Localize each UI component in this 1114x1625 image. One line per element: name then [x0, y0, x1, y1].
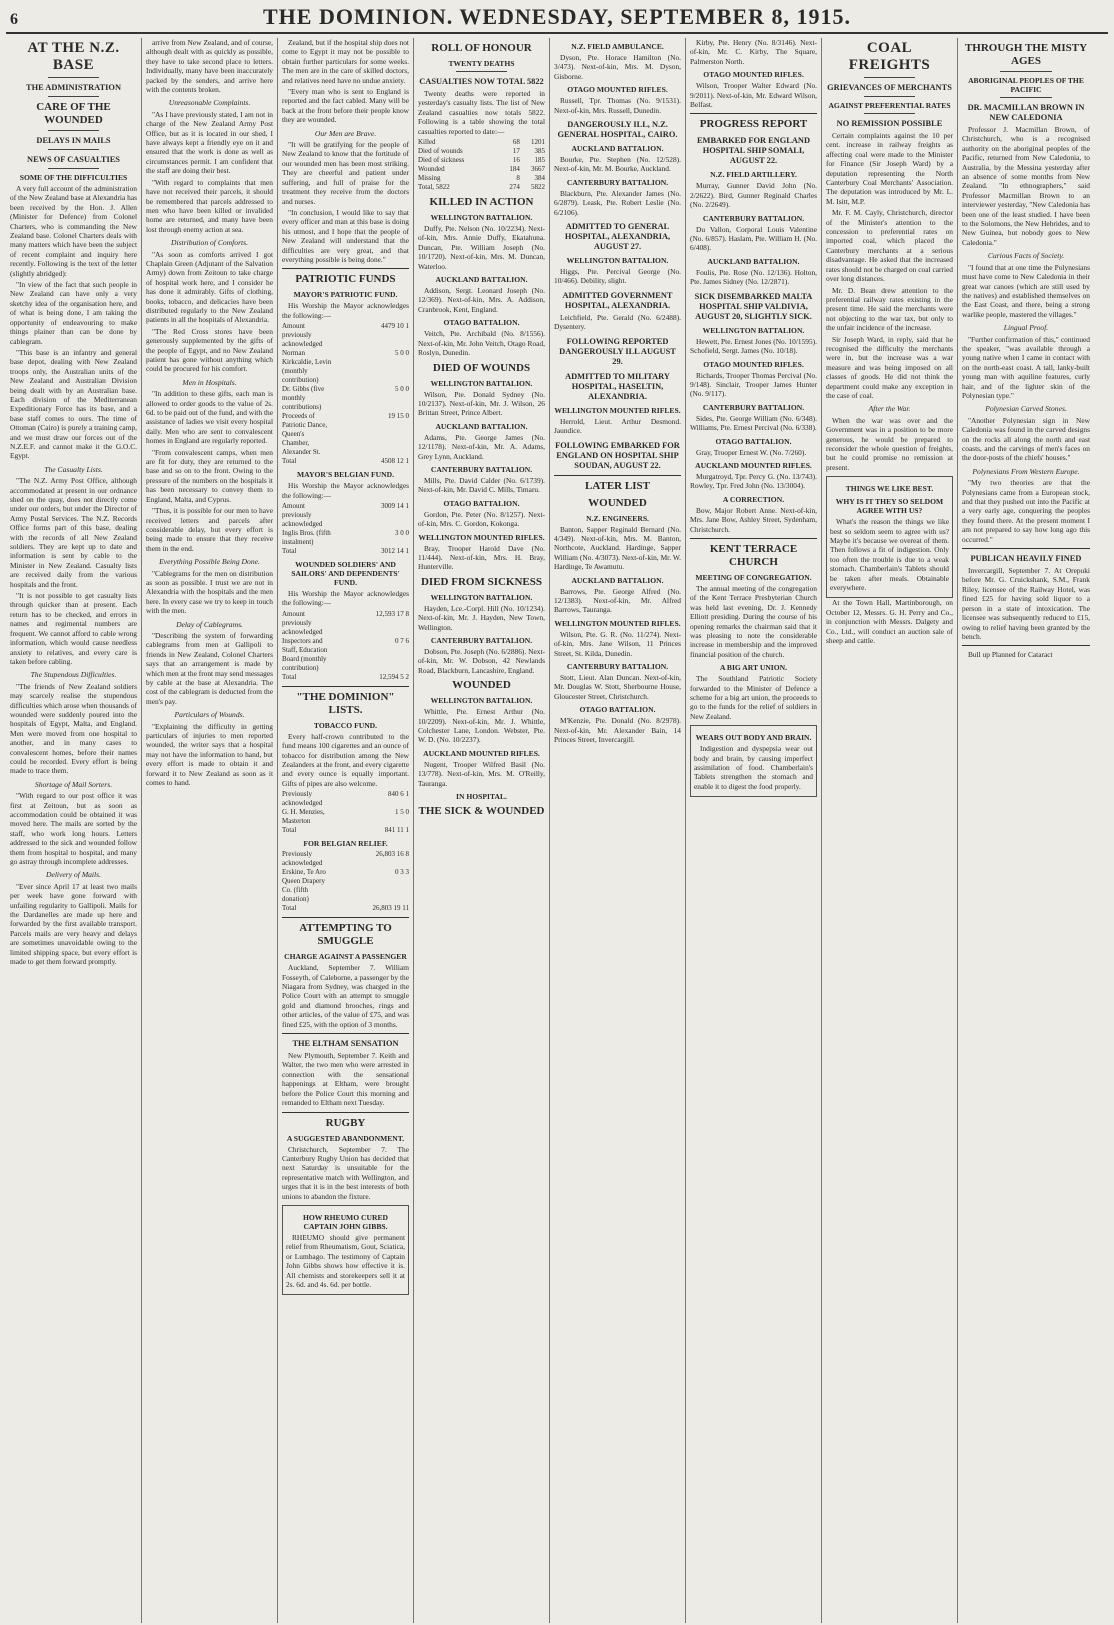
- unit-heading: CANTERBURY BATTALION.: [566, 661, 669, 671]
- casualty-entry: Stott, Lieut. Alan Duncan. Next-of-kin, Mr. Douglas W. Stott, Sherbourne House, Gloucester Street, Christchurch.: [554, 672, 681, 701]
- article-paragraph: "I found that at one time the Polynesians must have come to New Caledonia in their great war canoes (which are still used by the natives) and established themselves on the East Coast, and there, being a strong warlike people, mastered the villages.": [962, 262, 1090, 319]
- casualty-entry: Leichfield, Pte. Gerald (No. 6/2488). Dysentery.: [554, 312, 681, 332]
- subhead: The Casualty Lists.: [44, 464, 103, 474]
- table-row: Wounded 184 3667: [418, 165, 545, 174]
- ledger-row: Amount previously acknowledged 4479 10 1: [282, 322, 409, 349]
- subhead: Particulars of Wounds.: [174, 710, 245, 720]
- unit-heading: AUCKLAND BATTALION.: [571, 144, 664, 154]
- column-5: [550, 38, 686, 1623]
- ledger-row: Total 841 11 1: [282, 826, 409, 835]
- section-heading: TOBACCO FUND.: [313, 720, 378, 730]
- article-paragraph: At the Town Hall, Martinborough, on October 12, Messrs. G. H. Perry and Co., in conjunction with Messrs. Dalgety and Co., Ltd., will conduct an auction sale of sheep and cattle.: [826, 598, 953, 646]
- article-paragraph: "Another Polynesian sign in New Caledonia was found in the carved designs on the rocks all along the north and east coasts, and the carvings of men's faces on the door-posts of the chiefs' houses.": [962, 415, 1090, 463]
- section-heading: CHARGE AGAINST A PASSENGER: [284, 952, 407, 962]
- casualty-table: [418, 138, 545, 192]
- casualty-entry: Wilson, Pte. G. R. (No. 11/274). Next-of-kin, Mrs. Jane Wilson, 11 Princes Street, St. Kilda, Dunedin.: [554, 629, 681, 658]
- ledger-row: Previously acknowledged 840 6 1: [282, 790, 409, 808]
- section-heading: ADMITTED TO GENERAL HOSPITAL, ALEXANDRIA, AUGUST 27.: [564, 222, 671, 252]
- article-paragraph: Professor J. Macmillan Brown, of Christchurch, who is a recognised authority on the aboriginal peoples of the Pacific, returned from New Caledonia, to Australia, by the Messina yesterday after an absence of some months from New Zealand. "In ethnographers," said Professor Macmillan Brown to an interviewer yesterday, "New Caledonia has been one of the least studied. I have been to the Solomons, the New Hebrides, and to New Guinea, but nobody goes to New Caledonia.": [962, 125, 1090, 247]
- subhead: Shortage of Mail Sorters.: [34, 779, 113, 789]
- casualty-entry: Blackburn, Pte. Alexander James (No. 6/2879). Leask, Pte. Robert Leslie (No. 6/2106).: [554, 188, 681, 217]
- casualty-entry: Murray, Gunner David John (No. 2/2622). Bird, Gunner Reginald Charles (No. 2/2649).: [690, 181, 817, 210]
- subhead: Unreasonable Complaints.: [168, 98, 251, 108]
- article-paragraph: His Worship the Mayor acknowledges the following:—: [282, 481, 409, 500]
- article-paragraph: Sir Joseph Ward, in reply, said that he recognised the difficulty the merchants were in, but the increase was a war measure and was being imposed on all classes of goods. He did not think the department could make any exception in the case of coal.: [826, 334, 953, 400]
- headline-smuggle: ATTEMPTING TO SMUGGLE: [299, 922, 392, 948]
- article-paragraph: Mr. F. M. Cayly, Christchurch, director of the Minister's attention to the concession to preferential rates on imported coal, which placed the Canterbury merchants at a serious disadvantage. He asked that the increased rates should not be charged on coal carried over long distances.: [826, 208, 953, 284]
- deck-aboriginal: ABORIGINAL PEOPLES OF THE PACIFIC: [968, 76, 1084, 94]
- article-paragraph: "The friends of New Zealand soldiers may scarcely realise the stupendous difficulties which arose when thousands of wounded were suddenly poured into the hospitals of Egypt, Malta, and England. Men were moved from one hospital to another, and in many cases to convalescent homes, before their names could be recorded. Every effort is being made to trace them.: [10, 681, 137, 776]
- advertisement-rheumo: [282, 1205, 409, 1295]
- unit-heading: OTAGO MOUNTED RIFLES.: [703, 359, 804, 369]
- column-1: [6, 38, 142, 1623]
- ledger-row: Total 4508 12 1: [282, 457, 409, 466]
- article-paragraph: "In conclusion, I would like to say that every officer and man at this base is doing his utmost, and I hope that the people of New Zealand will understand that the difficulties are very great, and that everything possible is being done.": [282, 207, 409, 264]
- casualty-entry: Du Vallon, Corporal Louis Valentine (No. 6/857). Haslam, Pte. William H. (No. 6/408).: [690, 224, 817, 253]
- unit-heading: WELLINGTON BATTALION.: [702, 325, 805, 335]
- deck-no-remission: NO REMISSION POSSIBLE: [836, 119, 943, 128]
- headline-nz-base: AT THE N.Z. BASE: [27, 40, 120, 73]
- article-paragraph: Bull up Planned for Cataract: [968, 650, 1053, 660]
- unit-heading: WELLINGTON BATTALION.: [430, 696, 533, 706]
- unit-heading: AUCKLAND MOUNTED RIFLES.: [695, 460, 812, 470]
- section-heading: MAYOR'S BELGIAN FUND.: [297, 470, 394, 480]
- unit-heading: WELLINGTON MOUNTED RIFLES.: [554, 618, 681, 628]
- unit-heading: WELLINGTON BATTALION.: [430, 213, 533, 223]
- headline-later-list: LATER LIST: [585, 479, 650, 492]
- subhead: Everything Possible Being Done.: [159, 557, 260, 567]
- ad-heading: HOW RHEUMO CURED CAPTAIN JOHN GIBBS.: [302, 1212, 389, 1231]
- deck-casualties: NEWS OF CASUALTIES: [27, 155, 120, 164]
- article-paragraph: The annual meeting of the congregation of the Kent Terrace Presbyterian Church was held last evening, Dr. J. Kennedy Elliott presiding. During the course of his opening remarks the chairman said that it was pleasing to note the considerable increase in membership and the improved financial position of the church.: [690, 583, 817, 659]
- headline-rugby: RUGBY: [325, 1116, 366, 1129]
- article-paragraph: "It will be gratifying for the people of New Zealand to know that the fortitude of our wounded men has been most striking. They are cheerful and patient under suffering, and full of praise for the treatment they receive from the doctors and nurses.: [282, 140, 409, 206]
- casualty-entry: Wilson, Trooper Walter Edward (No. 9/2011). Next-of-kin, Mr. Edward Wilson, Belfast.: [690, 81, 817, 110]
- ad-text: RHEUMO should give permanent relief from Rheumatism, Gout, Sciatica, or Lumbago. The testimony of Captain John Gibbs shows how effective it is. All chemists and storekeepers sell it at 2s. 6d. and 4s. 6d. per bottle.: [286, 1232, 405, 1289]
- unit-heading: CANTERBURY BATTALION.: [702, 213, 805, 223]
- ledger-belgian: [282, 502, 409, 556]
- column-4: [414, 38, 550, 1623]
- ledger-belgian-relief: [282, 850, 409, 913]
- casualty-entry: Adams, Pte. George James (No. 12/1178). Next-of-kin, Mr. A. Adams, Grey Lynn, Auckland.: [418, 432, 545, 461]
- article-paragraph: New Plymouth, September 7. Keith and Walter, the two men who were arrested in connection with the sensational happenings at Eltham, were brought before the Police Court this morning and remanded to Eltham next Tuesday.: [282, 1051, 409, 1108]
- casualty-entry: Richards, Trooper Thomas Percival (No. 9/148). Sinclair, Trooper James Hunter (No. 9/117).: [690, 370, 817, 399]
- unit-heading: OTAGO BATTALION.: [443, 318, 520, 328]
- section-wounded: WOUNDED: [588, 496, 647, 509]
- casualty-entry: Bow, Major Robert Anne. Next-of-kin, Mrs. Jane Bow, Ashley Street, Sydenham, Christchurch.: [690, 505, 817, 534]
- unit-heading: OTAGO MOUNTED RIFLES.: [703, 70, 804, 80]
- subhead: Distribution of Comforts.: [170, 238, 248, 248]
- headline-eltham: THE ELTHAM SENSATION: [292, 1039, 399, 1049]
- ledger-row: Total 12,594 5 2: [282, 672, 409, 681]
- section-sick-wounded: THE SICK & WOUNDED: [418, 805, 545, 818]
- subhead: Our Men are Brave.: [314, 128, 377, 138]
- section-wounded: WOUNDED: [452, 679, 511, 692]
- ledger-row: Proceeds of Patriotic Dance, Queen's Chamber, Alexander St. 19 15 0: [282, 412, 409, 457]
- unit-heading: AUCKLAND BATTALION.: [435, 275, 528, 285]
- casualty-entry: Veitch, Pte. Archibald (No. 8/1556). Next-of-kin, Mr. John Veitch, Otago Road, Roslyn, Dunedin.: [418, 329, 545, 358]
- table-row: Killed 68 1201: [418, 138, 545, 147]
- article-paragraph: "The Red Cross stores have been generously supplemented by the gifts of the people of Egypt, and no New Zealand patient has gone without anything which could be procured for his comfort.: [146, 326, 273, 374]
- deck-macmillan-brown: DR. MACMILLAN BROWN IN NEW CALEDONIA: [967, 103, 1085, 122]
- article-paragraph: "My two theories are that the Polynesians came from a European stock, and that they pushed out into the Pacific at a very early age, conquering the peoples they found there. At the present moment I am not prepared to say how long ago this occurred.": [962, 478, 1090, 544]
- casualty-entry: Higgs, Pte. Percival George (No. 10/466). Debility, slight.: [554, 267, 681, 286]
- ledger-wounded-soldiers: [282, 610, 409, 682]
- ad-subheading: WHY IS IT THEY SO SELDOM AGREE WITH US?: [835, 497, 944, 516]
- subhead: Delivery of Mails.: [45, 870, 102, 880]
- casualty-entry: Mills, Pte. David Calder (No. 6/1739). Next-of-kin, Mr. David C. Mills, Timaru.: [418, 475, 545, 495]
- deck-administration: THE ADMINISTRATION: [25, 83, 121, 92]
- casualty-entry: Herrold, Lieut. Arthur Desmond. Jaundice.: [554, 416, 681, 436]
- headline-publican-fined: PUBLICAN HEAVILY FINED: [970, 554, 1082, 564]
- casualty-entry: Bray, Trooper Harold Dave (No. 11/444). Next-of-kin, Mrs. H. Bray, Hunterville.: [418, 543, 545, 572]
- column-7: [822, 38, 958, 1623]
- casualty-entry: Nugent, Trooper Wilfred Basil (No. 13/778). Next-of-kin, Mrs. M. O'Reilly, Tauranga.: [418, 759, 545, 788]
- deck-care-wounded: CARE OF THE WOUNDED: [36, 101, 111, 126]
- section-killed: KILLED IN ACTION: [429, 196, 534, 209]
- ledger-row: G. H. Menzies, Masterton 1 5 0: [282, 808, 409, 826]
- section-died-wounds: DIED OF WOUNDS: [432, 361, 531, 374]
- article-paragraph: "With regard to complaints that men have not received their parcels, it should be remembered that parcels addressed to men who have been killed or invalided home are returned, and many have been lost through enemy action at sea.: [146, 177, 273, 234]
- section-heading: FOR BELGIAN RELIEF.: [303, 839, 388, 849]
- headline-dominion-lists: "THE DOMINION" LISTS.: [296, 690, 395, 716]
- subhead: The Stupendous Difficulties.: [30, 670, 117, 680]
- article-paragraph: "In view of the fact that such people in New Zealand can have only a very sketchy idea of the organisation here, and of what is being done, I am taking the opportunity of endeavouring to make things plainer than can be done by cablegram.: [10, 280, 137, 346]
- casualty-entry: Murgatroyd, Tpr. Percy G. (No. 13/743). Rowley, Tpr. Fred John (No. 13/3004).: [690, 471, 817, 491]
- advertisement-tablets: [690, 725, 817, 797]
- casualty-entry: Gordon, Pte. Peter (No. 8/1257). Next-of-kin, Mrs. C. Gordon, Kokonga.: [418, 509, 545, 529]
- ledger-row: Previously acknowledged 26,803 16 8: [282, 850, 409, 868]
- headline-roll-of-honour: ROLL OF HONOUR: [431, 42, 532, 54]
- section-died-sickness: DIED FROM SICKNESS: [420, 575, 543, 588]
- section-heading: ADMITTED GOVERNMENT HOSPITAL, ALEXANDRIA.: [562, 290, 673, 310]
- casualty-entry: M'Kenzie, Pte. Donald (No. 8/2978). Next-of-kin, Mr. Alexander Bain, 14 Princes Street, Invercargill.: [554, 716, 681, 744]
- article-paragraph: Invercargill, September 7. At Orepuki before Mr. G. Cruickshank, S.M., Frank Riley, licensee of the Railway Hotel, was fined £25 for having sold liquor to a person in a state of intoxication. The licensee was subsequently reduced to £15, owing to relief having been granted by the bench.: [962, 566, 1090, 641]
- article-paragraph: Zealand, but if the hospital ship does not come to Egypt it may not be possible to obtain further particulars for some weeks. The men are in the care of skilled doctors, and relatives need have no undue anxiety.: [282, 38, 409, 85]
- casualty-entry: Bourke, Pte. Stephen (No. 12/528). Next-of-kin, Mr. M. Bourke, Auckland.: [554, 155, 681, 174]
- article-paragraph: His Worship the Mayor acknowledges the following:—: [282, 301, 409, 320]
- headline-coal-freights: COAL FREIGHTS: [848, 40, 931, 73]
- deck-grievances: GRIEVANCES OF MERCHANTS: [827, 83, 952, 92]
- table-row: Missing 8 384: [418, 174, 545, 183]
- ledger-row: Inspectors and Staff, Education Board (monthly contribution) 0 7 6: [282, 636, 409, 672]
- subhead: After the War.: [868, 404, 911, 414]
- article-paragraph: "With regard to our post office it was first at Zeitoun, but as soon as accommodation could be obtained it was moved here. The mails are sorted by the staff, who work long hours. Letters addressed to the sick and wounded follow them from hospital to hospital, and many go astray through incomplete addresses.: [10, 791, 137, 867]
- ledger-mayors-patriotic: [282, 322, 409, 466]
- headline-progress-report: PROGRESS REPORT: [699, 118, 808, 131]
- ledger-row: Erskine, Te Aro Queen Drapery Co. (fifth donation) 0 3 3: [282, 868, 409, 904]
- article-paragraph: arrive from New Zealand, and of course, although dealt with as quickly as possible, they have to take second place to letters. Individually, many have been inaccurately packed by the senders, and arrive here with the contents broken.: [146, 38, 273, 95]
- unit-heading: CANTERBURY BATTALION.: [430, 464, 533, 474]
- column-3: [278, 38, 414, 1623]
- article-paragraph: Mr. D. Bean drew attention to the preferential railway rates existing in the present time. He said the merchants were not objecting to the war tax, but only to the unfair incidence of the increase.: [826, 285, 953, 333]
- headline-misty-ages: THROUGH THE MISTY AGES: [964, 42, 1088, 67]
- column-8: [958, 38, 1094, 1623]
- article-paragraph: A very full account of the administration of the New Zealand base at Alexandria has been received by the Hon. J. Allen (Minister for Defence) from Colonel Charters, who is commanding the New Zealand base. Colonel Charters deals with many matters which have been the subject of recent complaint and inquiry here recently. Following is the text of the letter (slightly abridged):: [10, 184, 137, 278]
- ledger-tobacco: [282, 790, 409, 835]
- casualty-entry: Gray, Trooper Ernest W. (No. 7/260).: [696, 447, 807, 457]
- casualty-entry: Addison, Sergt. Leonard Joseph (No. 12/369). Next-of-kin, Mrs. A. Addison, Cranbrook, Kent, England.: [418, 286, 545, 314]
- casualty-entry: Wilson, Pte. Donald Sydney (No. 10/2137). Next-of-kin, Mr. J. Wilson, 26 Brittan Street, Prince Albert.: [418, 389, 545, 418]
- ledger-row: Norman Kirkcaldie, Levin (monthly contribution) 5 0 0: [282, 349, 409, 385]
- unit-heading: N.Z. FIELD ARTILLERY.: [710, 170, 797, 180]
- subhead: Polynesian Carved Stones.: [985, 404, 1067, 414]
- subhead: Lingual Proof.: [1003, 323, 1049, 333]
- article-paragraph: "As I have previously stated, I am not in charge of the New Zealand Army Post Office, but as it is located in our shed, I have always kept a friendly eye on it and ensured that the work is done as well as circumstances permit. I am confident that the staff are doing their best.: [146, 109, 273, 176]
- unit-heading: OTAGO MOUNTED RIFLES.: [567, 85, 668, 95]
- casualty-entry: Foulis, Pte. Rose (No. 12/136). Holton, Pte. James Sidney (No. 12/2871).: [690, 267, 817, 287]
- unit-heading: CANTERBURY BATTALION.: [430, 636, 533, 645]
- unit-heading: WELLINGTON MOUNTED RIFLES.: [554, 405, 681, 415]
- casualty-entry: Hewett, Pte. Ernest Jones (No. 10/1595). Schofield, Sergt. James (No. 10/18).: [690, 336, 817, 356]
- table-row: Died of sickness 16 185: [418, 156, 545, 165]
- article-paragraph: Certain complaints against the 10 per cent. increase in railway freights as affecting coal were made to the Minister for Finance (Sir Joseph Ward) by a deputation representing the North Canterbury Coal Merchants' Association. The deputation was introduced by Mr. L. M. Isitt, M.P.: [826, 131, 953, 206]
- article-paragraph: "It is not possible to get casualty lists through quicker than at present. Each return has to be checked, and errors in names and regimental numbers are frequent. We cannot afford to cable wrong information, which would cause needless anxiety to relatives, and every care is taken before cabling.: [10, 591, 137, 666]
- table-row: Died of wounds 17 385: [418, 147, 545, 156]
- casualty-entry: Banton, Sapper Reginald Bernard (No. 4/349). Next-of-kin, Mrs. M. Banton, Northcote, Auckland. Hardinge, Sapper William (No. 4/3073). Next-of-kin, Mr. W. Hardinge, Te Awamutu.: [554, 524, 681, 572]
- ledger-row: Total 26,803 19 11: [282, 904, 409, 913]
- article-paragraph: "As soon as comforts arrived I got Chaplain Green (Adjutant of the Salvation Army) down from Zeitoun to take charge of hospital work here, and I consider he has done it admirably. Gifts of clothing, books, tobacco, and delicacies have been distributed regularly to the New Zealand patients in all the hospitals of Alexandria.: [146, 249, 273, 325]
- unit-heading: CANTERBURY BATTALION.: [566, 177, 669, 187]
- article-paragraph: Christchurch, September 7. The Canterbury Rugby Union has decided that next Saturday is unsuitable for the representative match with Wellington, and urges that it is in the best interests of both unions to abandon the fixture.: [282, 1144, 409, 1201]
- section-heading: EMBARKED FOR ENGLAND HOSPITAL SHIP SOMALI, AUGUST 22.: [696, 136, 811, 166]
- article-paragraph: Every half-crown contributed to the fund means 100 cigarettes and an ounce of tobacco for distribution among the New Zealanders at the front, and every cigarette and every ounce is equally important. Gifts of pipes are also welcome.: [282, 731, 409, 788]
- ad-text: What's the reason the things we like best so seldom seem to agree with us? Maybe it's because we overeat of them. Then follows a fit of indigestion. Only too often the trouble is due to a weak stomach. Chamberlain's Tablets should be taken after meals. Obtainable everywhere.: [830, 517, 949, 593]
- article-paragraph: "This base is an infantry and general base depot, dealing with New Zealand troops only, the Australian units of the New Zealand and Australian Division being dealt with by an Australian base. Each division of the Mediterranean Expeditionary Force has its base, and a base staff comes to ours. The time of Ottoman (Cairo) is purely a training camp, and we must draw our forces out of the N.Z.E.F. and cannot make it the G.O.C. Egypt.: [10, 347, 137, 461]
- table-row: Total, 5822 274 5822: [418, 183, 545, 192]
- article-paragraph: His Worship the Mayor acknowledges the following:—: [282, 588, 409, 608]
- section-heading: MAYOR'S PATRIOTIC FUND.: [293, 290, 398, 300]
- article-paragraph: "Ever since April 17 at least two mails per week have gone forward with unfailing regularity to Gallipoli. Mails for the Dardanelles are made up here and forwarded by the first available transport. Parcels mails are very heavy and delays are sometimes unavoidable owing to the limited shipping space, but every effort is made to get them forward promptly.: [10, 881, 137, 967]
- section-heading: DANGEROUSLY ILL, N.Z. GENERAL HOSPITAL, CAIRO.: [557, 120, 678, 140]
- ledger-row: Total 3012 14 1: [282, 546, 409, 555]
- ledger-row: Dr. Gibbs (five monthly contributions) 5 0 0: [282, 385, 409, 412]
- headline-kent-terrace: KENT TERRACE CHURCH: [709, 542, 798, 568]
- headline-patriotic-funds: PATRIOTIC FUNDS: [295, 273, 396, 286]
- section-heading: A CORRECTION.: [722, 494, 785, 504]
- article-paragraph: "Describing the system of forwarding cablegrams from men at Gallipoli to friends in New Zealand, Colonel Charters says that an arrangement is made by which men at the front may send messages by cable at the base at Alexandria. The cost of the cablegram is deducted from the men's pay.: [146, 630, 273, 706]
- unit-heading: WELLINGTON BATTALION.: [566, 256, 669, 266]
- ledger-row: Amount previously acknowledged 12,593 17 8: [282, 609, 409, 636]
- ad-text: Indigestion and dyspepsia wear out body and brain, by causing imperfect assimilation of food. Chamberlain's Tablets strengthen the stomach and enable it to digest the food properly.: [694, 744, 813, 791]
- page-number: 6: [10, 11, 18, 28]
- article-paragraph: "From convalescent camps, when men are fit for duty, they are returned to the base and so on to the front. Owing to the pressure of the numbers on the hospitals it has been necessary to convey them to England, Malta, and Cyprus.: [146, 447, 273, 504]
- article-paragraph: Twenty deaths were reported in yesterday's casualty lists. The list of New Zealand casualties now totals 5822. Following is a table showing the total casualties reported to date:—: [418, 89, 545, 136]
- subhead: Men in Hospitals.: [182, 377, 237, 387]
- unit-heading: OTAGO BATTALION.: [715, 436, 792, 446]
- section-heading: A BIG ART UNION.: [719, 663, 788, 673]
- casualty-entry: Dyson, Pte. Horace Hamilton (No. 3/473). Next-of-kin, Mrs. M. Dyson, Gisborne.: [554, 53, 681, 81]
- casualty-entry: Sides, Pte. George William (No. 6/348). Williams, Pte. Ernest Percival (No. 6/338).: [690, 413, 817, 433]
- section-heading: FOLLOWING REPORTED DANGEROUSLY ILL AUGUST 29.: [559, 336, 676, 366]
- article-paragraph: Auckland, September 7. William Fosseyth, of Caleborne, a passenger by the Niagara from Sydney, was charged in the Police Court with an attempt to smuggle gold and diamond brooches, rings and other articles, of the value of £75, and was fined £25, with the option of 3 months.: [282, 963, 409, 1029]
- article-paragraph: "Further confirmation of this," continued the speaker, "was available through a young native when I came in contact with on the north-east coast. A tall, lanky-built young man with aquiline features, curly hair, and of the lighter skin of the Polynesian type.": [962, 334, 1090, 400]
- unit-heading: N.Z. ENGINEERS.: [586, 513, 649, 523]
- ledger-row: Inglis Bros. (fifth instalment) 3 0 0: [282, 528, 409, 546]
- column-6: [686, 38, 822, 1623]
- unit-heading: AUCKLAND BATTALION.: [571, 575, 664, 585]
- casualty-entry: Dobson, Pte. Joseph (No. 6/2886). Next-of-kin, Mr. W. Dobson, 42 Newlands Road, Blackburn, Lancashire, England.: [418, 647, 545, 675]
- unit-heading: WELLINGTON BATTALION.: [430, 378, 533, 388]
- column-2: [142, 38, 278, 1623]
- article-paragraph: "Thus, it is possible for our men to have received letters and parcels after considerable delay, but every effort is being made to ensure that they receive them in the end.: [146, 506, 273, 553]
- deck-casualties-total: CASUALTIES NOW TOTAL 5822: [419, 77, 544, 86]
- subhead: Delay of Cablegrams.: [176, 619, 243, 629]
- unit-heading: WELLINGTON MOUNTED RIFLES.: [418, 532, 545, 542]
- masthead: [6, 4, 1108, 34]
- article-paragraph: "Every man who is sent to England is reported and the fact cabled. Many will be back at the front before their people know they are wounded.: [282, 87, 409, 125]
- casualty-entry: Hayden, Lce.-Corpl. Hill (No. 10/1234). Next-of-kin, Mr. J. Hayden, New Town, Wellington.: [418, 603, 545, 632]
- unit-heading: N.Z. FIELD AMBULANCE.: [571, 42, 664, 51]
- columns: [6, 38, 1108, 1623]
- unit-heading: OTAGO BATTALION.: [579, 705, 656, 715]
- article-paragraph: "The N.Z. Army Post Office, although accommodated at present in our ordnance shed on the quay, does not directly come under our orders, but under the Director of Army Postal Services. The N.Z. Records Office forms part of this base, dealing with the records of all New Zealand soldiers. They are kept up to date and information is sent by cable to the Minister in New Zealand. Casualty lists are received daily from the various hospitals and the front.: [10, 476, 137, 589]
- unit-heading: AUCKLAND BATTALION.: [707, 256, 800, 266]
- ledger-row: Amount previously acknowledged 3009 14 1: [282, 501, 409, 528]
- ad-heading: WEARS OUT BODY AND BRAIN.: [695, 733, 812, 743]
- casualty-entry: Kirby, Pte. Henry (No. 8/3146). Next-of-kin, Mr. C. Kirby, The Square, Palmerston North.: [690, 38, 817, 66]
- unit-heading: WELLINGTON BATTALION.: [430, 592, 533, 602]
- subhead: Curious Facts of Society.: [987, 251, 1065, 261]
- article-paragraph: "Cablegrams for the men on distribution as soon as possible. I trust we are not in Alexandria with the hospitals and the men here. In every case we try to keep in touch with the men.: [146, 568, 273, 616]
- section-heading: A SUGGESTED ABANDONMENT.: [286, 1133, 405, 1143]
- section-heading: WOUNDED SOLDIERS' AND SAILORS' AND DEPENDENTS' FUND.: [291, 559, 400, 587]
- section-heading: FOLLOWING EMBARKED FOR ENGLAND ON HOSPITAL SHIP SOUDAN, AUGUST 22.: [555, 440, 680, 470]
- unit-heading: OTAGO BATTALION.: [443, 498, 520, 508]
- unit-heading: IN HOSPITAL.: [456, 792, 507, 802]
- casualty-entry: Duffy, Pte. Nelson (No. 10/2234). Next-of-kin, Mrs. Annie Duffy, Ekatahuna. Duncan, Pte. William Joseph (No. 10/1720). Next-of-kin, Mrs. M. Duncan, Waterloo.: [418, 224, 545, 271]
- casualty-entry: Whittle, Pte. Ernest Arthur (No. 10/2209). Next-of-kin, Mr. J. Whittle, Colchester Lane, London. Webster, Pte. W. D. (No. 10/2237).: [418, 707, 545, 745]
- deck-preferential: AGAINST PREFERENTIAL RATES: [828, 101, 951, 110]
- article-paragraph: "In addition to these gifts, each man is allowed to order goods to the value of 2s. 6d. to be paid out of the fund, and with the assistance of ladies we visit every hospital daily. Men who are sent to convalescent homes in England are regularly reported.: [146, 389, 273, 446]
- subhead: Polynesians From Western Europe.: [972, 466, 1080, 476]
- deck-difficulties: SOME OF THE DIFFICULTIES: [19, 173, 128, 182]
- section-heading: MEETING OF CONGREGATION.: [695, 572, 812, 582]
- ad-heading: THINGS WE LIKE BEST.: [845, 484, 934, 494]
- section-heading: ADMITTED TO MILITARY HOSPITAL, HASELTIN, ALEXANDRIA.: [565, 371, 670, 401]
- unit-heading: AUCKLAND BATTALION.: [435, 421, 528, 431]
- casualty-entry: Russell, Tpr. Thomas (No. 9/1531). Next-of-kin, Mrs. Russell, Dunedin.: [554, 96, 681, 115]
- unit-heading: AUCKLAND MOUNTED RIFLES.: [423, 748, 540, 758]
- article-paragraph: When the war was over and the Government was in a position to be more generous, he would be prepared to reconsider the whole question of freights, but he could promise no remission at present.: [826, 415, 953, 472]
- newspaper-title: THE DOMINION. WEDNESDAY, SEPTEMBER 8, 1915.: [262, 4, 851, 29]
- advertisement-things-we-like: [826, 476, 953, 598]
- casualty-entry: Barrows, Pte. George Alfred (No. 12/1383). Next-of-kin, Mr. Alfred Barrows, Tauranga.: [554, 586, 681, 615]
- deck-delays-mails: DELAYS IN MAILS: [36, 136, 111, 145]
- section-heading: SICK DISEMBARKED MALTA HOSPITAL SHIP VALDIVIA, AUGUST 20, SLIGHTLY SICK.: [694, 291, 813, 321]
- article-paragraph: "Explaining the difficulty in getting particulars of injuries to men reported wounded, the writer says that a hospital may not have the information to hand, but every effort is made to obtain it and forward it to New Zealand as soon as it comes to hand.: [146, 721, 273, 788]
- unit-heading: CANTERBURY BATTALION.: [702, 402, 805, 412]
- deck-twenty-deaths: TWENTY DEATHS: [448, 59, 515, 68]
- article-paragraph: The Southland Patriotic Society forwarded to the Minister of Defence a scheme for a big art union, the proceeds to go to the funds for the relief of soldiers in New Zealand.: [690, 674, 817, 721]
